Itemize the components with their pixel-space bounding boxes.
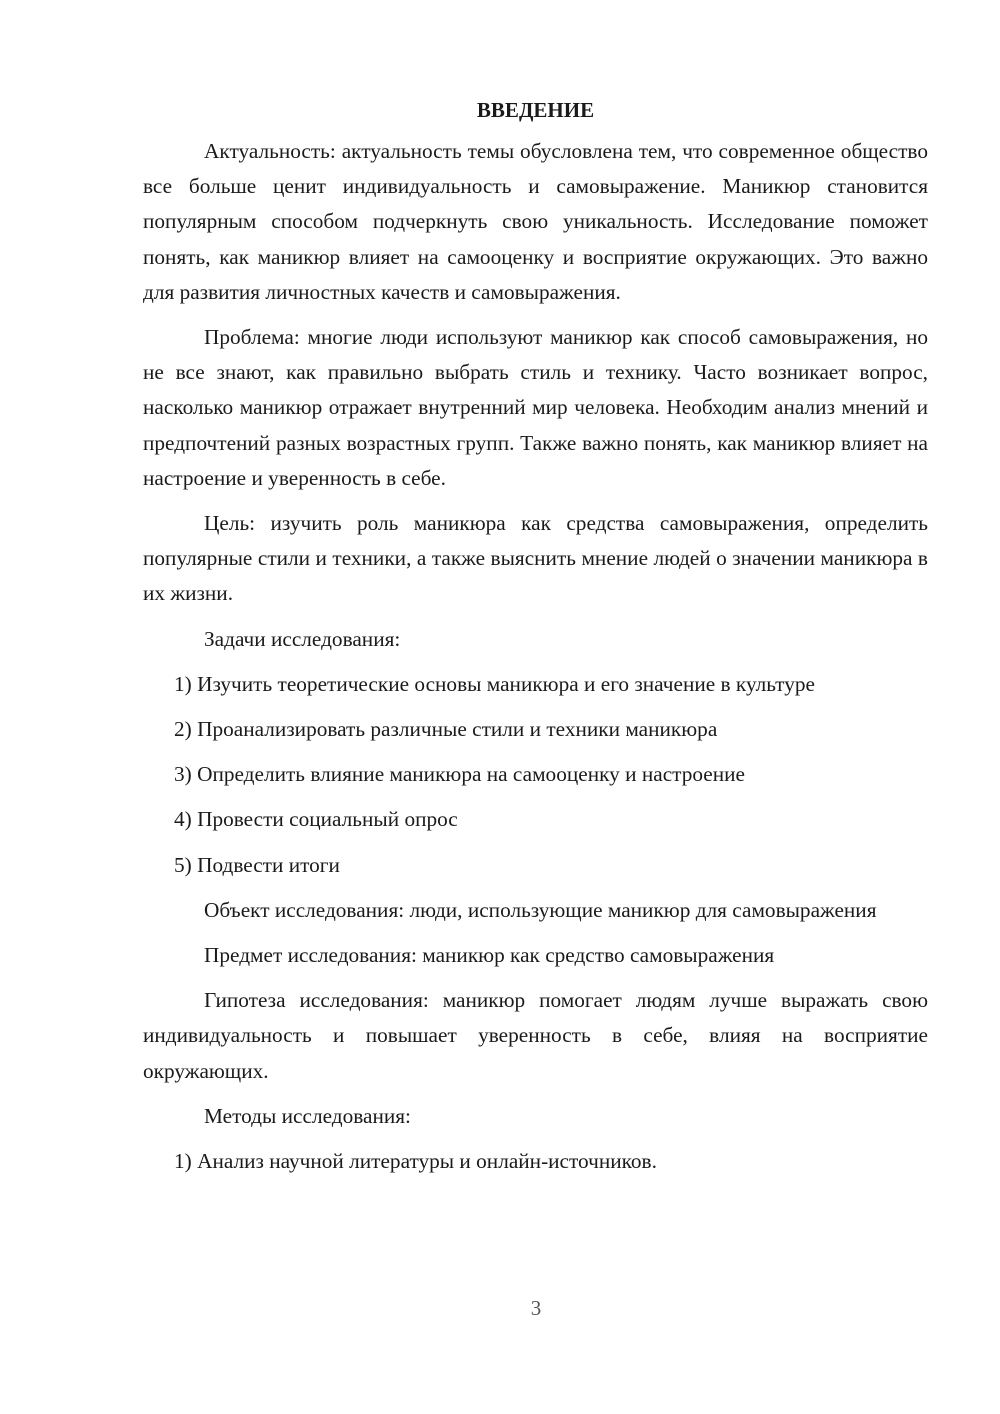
list-item: 5) Подвести итоги (174, 852, 340, 877)
methods-list (143, 1144, 928, 1179)
list-item: 4) Провести социальный опрос (174, 807, 458, 832)
problem-paragraph: Проблема: многие люди используют маникюр как способ самовыражения, но не все знают, как правильно выбрать стиль и технику. Часто возникает вопрос, насколько маникюр отражает внутренний мир человека. Необходим анализ мнений и предпочтений разных возрастных групп. Также важно понять, как маникюр влияет на настроение и уверенность в себе. (143, 325, 928, 490)
list-item: 1) Изучить теоретические основы маникюра и его значение в культуре (174, 671, 815, 696)
relevance-paragraph: Актуальность: актуальность темы обусловлена тем, что современное общество все больше ценит индивидуальность и самовыражение. Маникюр становится популярным способом подчеркнуть свою уникальность. Исследование поможет понять, как маникюр влияет на самооценку и восприятие окружающих. Это важно для развития личностных качеств и самовыражения. (143, 139, 928, 304)
methods-heading: Методы исследования: (204, 1103, 411, 1128)
list-item: 3) Определить влияние маникюра на самооценку и настроение (174, 762, 745, 787)
subject-paragraph: Предмет исследования: маникюр как средство самовыражения (204, 943, 775, 968)
object-paragraph: Объект исследования: люди, использующие маникюр для самовыражения (204, 897, 877, 922)
goal-paragraph: Цель: изучить роль маникюра как средства самовыражения, определить популярные стили и техники, а также выяснить мнение людей о значении маникюра в их жизни. (143, 511, 928, 606)
page-number: 3 (530, 1296, 542, 1320)
page-title: ВВЕДЕНИЕ (476, 98, 595, 122)
tasks-list (143, 667, 928, 883)
hypothesis-paragraph: Гипотеза исследования: маникюр помогает людям лучше выражать свою индивидуальность и повышает уверенность в себе, влияя на восприятие окружающих. (143, 988, 928, 1083)
list-item: 1) Анализ научной литературы и онлайн-источников. (174, 1149, 657, 1174)
tasks-heading: Задачи исследования: (204, 626, 401, 651)
document-page (143, 88, 928, 1189)
list-item: 2) Проанализировать различные стили и техники маникюра (174, 717, 718, 742)
